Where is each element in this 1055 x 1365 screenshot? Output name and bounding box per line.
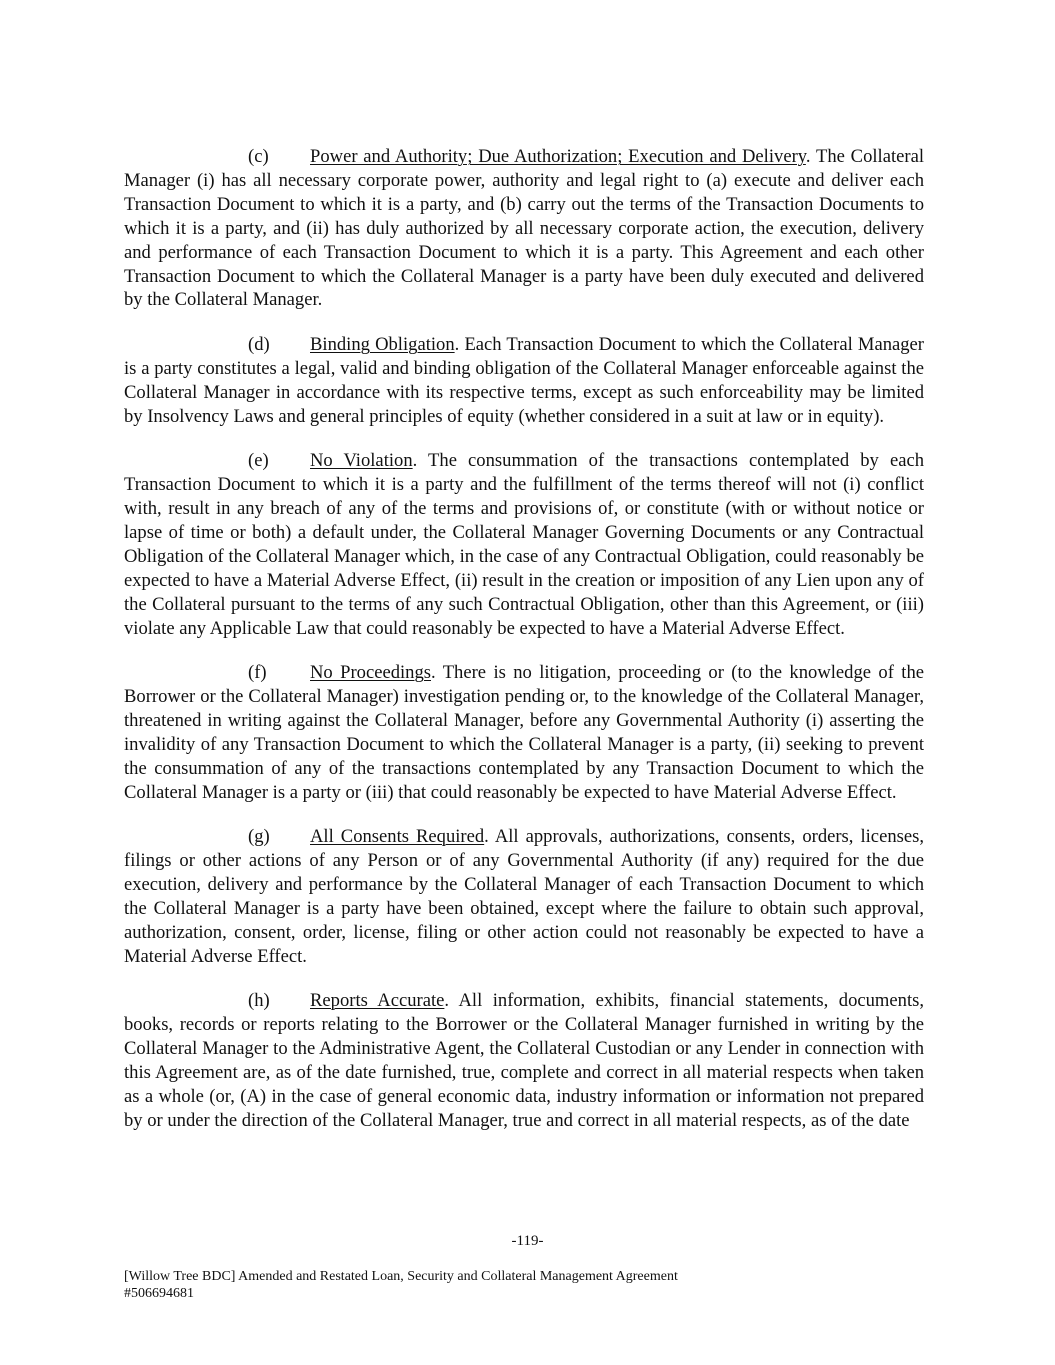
footer-document-id: #506694681 bbox=[124, 1286, 194, 1301]
paragraph-marker: (c) bbox=[248, 146, 269, 167]
paragraph-marker: (f) bbox=[248, 662, 267, 683]
paragraph-marker: (h) bbox=[248, 990, 270, 1012]
document-body bbox=[124, 145, 924, 1153]
page-number: -119- bbox=[511, 1233, 544, 1249]
paragraph-heading: No Proceedings bbox=[310, 662, 431, 683]
paragraph-heading: Power and Authority; Due Authorization; Execution and Delivery bbox=[310, 146, 806, 167]
paragraph-heading: Reports Accurate bbox=[310, 990, 445, 1012]
paragraph-d bbox=[124, 333, 924, 429]
paragraph-marker: (d) bbox=[248, 333, 270, 355]
paragraph-body: . There is no litigation, proceeding or (to the knowledge of the Borrower or the Collateral Manager) investigation pending or, to the knowledge of the Collateral Manager, threatened in writing against the Collateral Manager, before any Governmental Authority (i) asserting the invalidity of any Transaction Document to which the Collateral Manager is a party, (ii) seeking to prevent the consummation of any of the transactions contemplated by any Transaction Document to which the Collateral Manager is a party or (iii) that could reasonably be expected to have Material Adverse Effect. bbox=[124, 662, 924, 803]
paragraph-heading: No Violation bbox=[310, 450, 413, 472]
paragraph-heading: Binding Obligation bbox=[310, 333, 455, 355]
paragraph-c bbox=[124, 145, 924, 312]
paragraph-f bbox=[124, 661, 924, 804]
paragraph-body: . All approvals, authorizations, consents, orders, licenses, filings or other actions of any Person or of any Governmental Authority (if any) required for the due execution, delivery and performance by the Collateral Manager of each Transaction Document to which the Collateral Manager is a party have been obtained, except where the failure to obtain such approval, authorization, consent, order, license, filing or other action could not reasonably be expected to have a Material Adverse Effect. bbox=[124, 826, 924, 967]
paragraph-heading: All Consents Required bbox=[310, 826, 485, 848]
paragraph-marker: (g) bbox=[248, 826, 270, 848]
paragraph-body: . All information, exhibits, financial statements, documents, books, records or reports relating to the Borrower or the Collateral Manager furnished in writing by the Collateral Manager to the Administrative Agent, the Collateral Custodian or any Lender in connection with this Agreement are, as of the date furnished, true, complete and correct in all material respects when taken as a whole (or, (A) in the case of general economic data, industry information or information not prepared by or under the direction of the Collateral Manager, true and correct in all material respects, as of the date bbox=[124, 990, 924, 1131]
paragraph-body: . Each Transaction Document to which the Collateral Manager is a party constitutes a legal, valid and binding obligation of the Collateral Manager enforceable against the Collateral Manager in accordance with its respective terms, except as such enforceability may be limited by Insolvency Laws and general principles of equity (whether considered in a suit at law or in equity). bbox=[124, 333, 924, 427]
paragraph-g bbox=[124, 825, 924, 968]
paragraph-body: . The Collateral Manager (i) has all necessary corporate power, authority and legal right to (a) execute and deliver each Transaction Document to which it is a party, and (b) carry out the terms of the Transaction Documents to which it is a party, and (ii) has duly authorized by all necessary corporate action, the execution, delivery and performance of each Transaction Document to which it is a party. This Agreement and each other Transaction Document to which the Collateral Manager is a party have been duly executed and delivered by the Collateral Manager. bbox=[124, 146, 924, 311]
paragraph-e bbox=[124, 449, 924, 640]
paragraph-h bbox=[124, 989, 924, 1132]
footer-title: [Willow Tree BDC] Amended and Restated Loan, Security and Collateral Management Agreement bbox=[124, 1269, 678, 1284]
paragraph-marker: (e) bbox=[248, 450, 269, 472]
paragraph-body: . The consummation of the transactions contemplated by each Transaction Document to which it is a party and the fulfillment of the terms thereof will not (i) conflict with, result in any breach of any of the terms and provisions of, or constitute (with or without notice or lapse of time or both) a default under, the Collateral Manager Governing Documents or any Contractual Obligation of the Collateral Manager which, in the case of any Contractual Obligation, could reasonably be expected to have a Material Adverse Effect, (ii) result in the creation or imposition of any Lien upon any of the Collateral pursuant to the terms of any such Contractual Obligation, other than this Agreement, or (iii) violate any Applicable Law that could reasonably be expected to have a Material Adverse Effect. bbox=[124, 450, 925, 639]
document-footer bbox=[124, 1268, 678, 1302]
